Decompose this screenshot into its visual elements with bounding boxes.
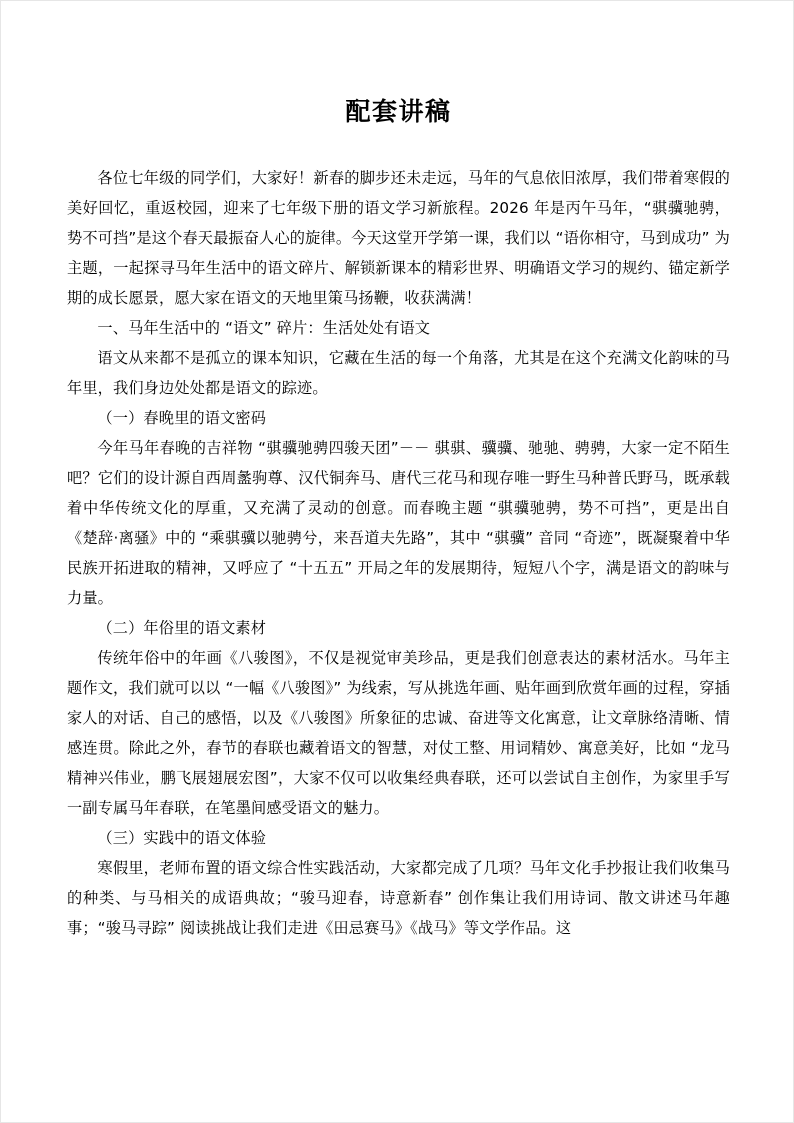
- subsection-2-paragraph: 传统年俗中的年画《八骏图》，不仅是视觉审美珍品，更是我们创意表达的素材活水。马年主题作文，我们就可以以 “一幅《八骏图》” 为线索，写从挑选年画、贴年画到欣赏年画的过程，穿插家人的对话、自己的感悟，以及《八骏图》所象征的忠诚、奋进等文化寓意，让文章脉络清晰、情感连贯。除此之外，春节的春联也藏着语文的智慧，对仗工整、用词精妙、寓意美好，比如 “龙马精神兴伟业，鹏飞展翅展宏图”，大家不仅可以收集经典春联，还可以尝试自主创作，为家里手写一副专属马年春联，在笔墨间感受语文的魅力。: [67, 649, 730, 817]
- subsection-1-paragraph: 今年马年春晚的吉祥物 “骐骥驰骋四骏天团”－－ 骐骐、骥骥、驰驰、骋骋，大家一定不陌生吧？它们的设计源自西周盠驹尊、汉代铜奔马、唐代三花马和现存唯一野生马种普氏野马，既承载着中华传统文化的厚重，又充满了灵动的创意。而春晚主题 “骐骥驰骋，势不可挡”，更是出自《楚辞·离骚》中的 “乘骐骥以驰骋兮，来吾道夫先路”，其中 “骐骥” 音同 “奇迹”，既凝聚着中华民族开拓进取的精神，又呼应了 “十五五” 开局之年的发展期待，短短八个字，满是语文的韵味与力量。: [67, 439, 730, 607]
- document-body: [67, 163, 730, 943]
- subsection-heading-3: （三）实践中的语文体验: [97, 829, 267, 847]
- section-1-intro-paragraph: 语文从来都不是孤立的课本知识，它藏在生活的每一个角落，尤其是在这个充满文化韵味的马年里，我们身边处处都是语文的踪迹。: [67, 349, 730, 397]
- section-heading-1: 一、马年生活中的 “语文” 碎片：生活处处有语文: [97, 319, 431, 337]
- paragraph-intro: 各位七年级的同学们，大家好！新春的脚步还未走远，马年的气息依旧浓厚，我们带着寒假的美好回忆，重返校园，迎来了七年级下册的语文学习新旅程。2026 年是丙午马年，“骐骥驰骋，势不可挡”是这个春天最振奋人心的旋律。今天这堂开学第一课，我们以 “语你相守，马到成功” 为主题，一起探寻马年生活中的语文碎片、解锁新课本的精彩世界、明确语文学习的规约、锚定新学期的成长愿景，愿大家在语文的天地里策马扬鞭，收获满满！: [67, 169, 730, 307]
- subsection-heading-2: （二）年俗里的语文素材: [97, 619, 267, 637]
- subsection-heading-1: （一）春晚里的语文密码: [97, 409, 267, 427]
- page-title: 配套讲稿: [345, 97, 452, 126]
- page-body: [67, 1, 730, 943]
- subsection-3-paragraph: 寒假里，老师布置的语文综合性实践活动，大家都完成了几项？马年文化手抄报让我们收集马的种类、与马相关的成语典故；“骏马迎春，诗意新春” 创作集让我们用诗词、散文讲述马年趣事；“骏马寻踪” 阅读挑战让我们走进《田忌赛马》《战马》等文学作品。这: [67, 859, 730, 937]
